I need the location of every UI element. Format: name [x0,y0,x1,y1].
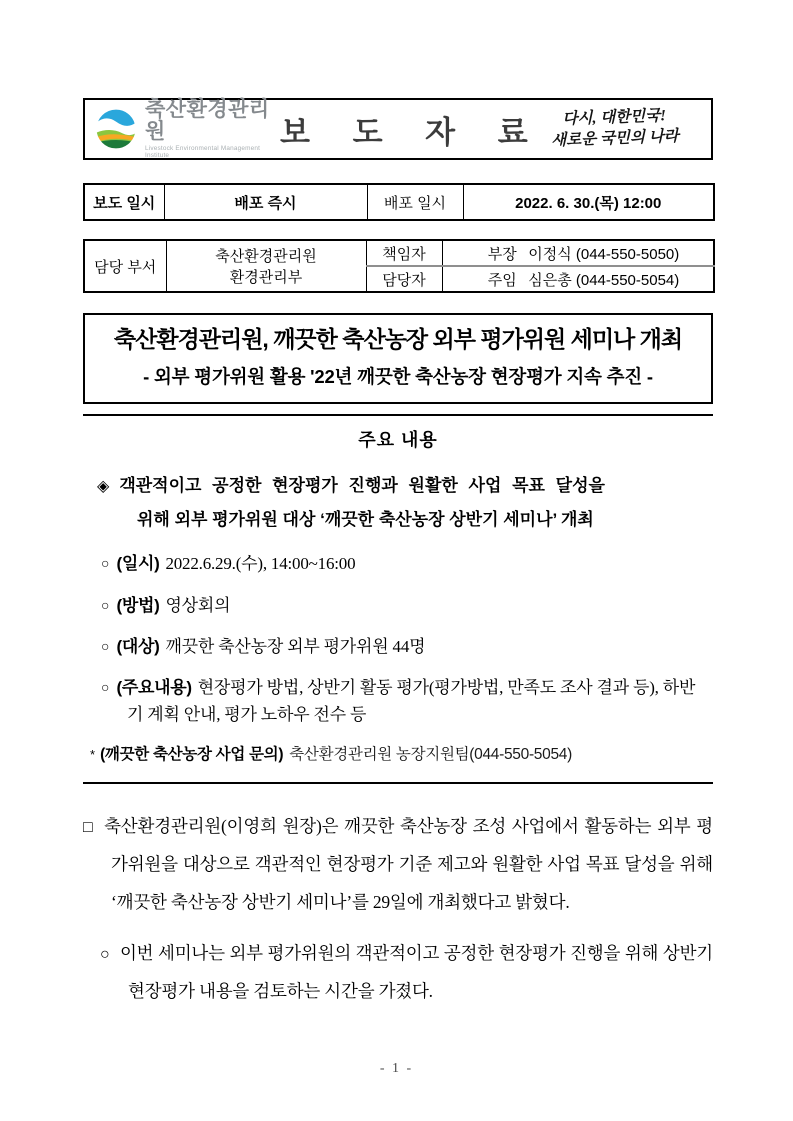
asterisk-marker-icon: * [90,747,96,762]
item-value: 현장평가 방법, 상반기 활동 평가(평가방법, 만족도 조사 결과 등), 하반기 계획 안내, 평가 노하우 전수 등 [127,678,696,724]
summary-item-method [85,593,711,619]
item-value: 깨끗한 축산농장 외부 평가위원 44명 [165,636,426,656]
item-label: (주요내용) [116,678,192,698]
release-date-label: 보도 일시 [84,184,164,220]
summary-lead-line2: 위해 외부 평가위원 대상 ‘깨끗한 축산농장 상반기 세미나’ 개최 [137,510,594,530]
staff-position: 주임 [487,271,517,289]
page-number: - 1 - [379,1061,414,1076]
headline-subtitle: - 외부 평가위원 활용 '22년 깨끗한 축산농장 현장평가 지속 추진 - [143,365,653,387]
department-label: 담당 부서 [84,240,166,292]
circle-bullet-icon: ○ [101,637,110,654]
summary-lead [85,469,711,539]
page-content [83,98,713,1010]
summary-item-datetime [85,551,711,577]
circle-bullet-icon: ○ [100,946,110,964]
inquiry-label: (깨끗한 축산농장 사업 문의) [100,746,284,763]
diamond-bullet-icon: ◈ [97,477,110,495]
paragraph-text: 축산환경관리원(이영희 원장)은 깨끗한 축산농장 조성 사업에서 활동하는 외부 평가위원을 대상으로 객관적인 현장평가 기준 제고와 원활한 사업 목표 달성을 위해 ‘깨끗한 축산농장 상반기 세미나’를 29일에 개최했다고 밝혔다. [104,816,713,912]
manager-contact [442,240,714,266]
item-label: (방법) [116,595,160,615]
org-logo-icon [95,108,137,150]
summary-item-topics [85,675,711,728]
org-logo-text [145,99,280,159]
release-date-value: 배포 즉시 [164,184,367,220]
item-value: 2022.6.29.(수), 14:00~16:00 [165,554,356,574]
summary-item-target [85,634,711,660]
release-info-table [83,183,715,221]
item-label: (대상) [116,636,160,656]
summary-heading: 주요 내용 [358,429,438,450]
org-logo [95,99,280,159]
department-value [166,240,366,292]
slogan-line-1: 다시, 대한민국! [561,107,667,128]
staff-label: 담당자 [366,266,442,292]
contact-table [83,239,715,293]
table-row [84,240,714,266]
item-value: 영상회의 [165,595,231,615]
inquiry-note [85,743,711,766]
square-bullet-icon: □ [83,819,95,837]
table-row [84,184,714,220]
department-team: 환경관리부 [229,269,303,286]
summary-section [83,414,713,785]
distribute-date-label: 배포 일시 [367,184,463,220]
distribute-date-value: 2022. 6. 30.(목) 12:00 [463,184,714,220]
paragraph-text: 이번 세미나는 외부 평가위원의 객관적이고 공정한 현장평가 진행을 위해 상반기 현장평가 내용을 검토하는 시간을 가졌다. [119,943,713,1001]
manager-position: 부장 [487,245,517,263]
headline-box [83,313,713,404]
circle-bullet-icon: ○ [101,596,110,613]
circle-bullet-icon: ○ [101,555,110,572]
manager-label: 책임자 [366,240,442,266]
government-slogan [527,105,702,153]
department-name: 축산환경관리원 [215,248,317,265]
inquiry-value: 축산환경관리원 농장지원팀(044-550-5054) [289,746,572,763]
org-name: 축산환경관리원 [145,97,270,143]
body-paragraph-1 [83,808,713,921]
item-label: (일시) [116,554,160,574]
staff-contact [442,266,714,292]
slogan-line-2: 새로운 국민의 나라 [550,127,679,150]
header-box [83,98,713,160]
body-paragraph-2 [83,935,713,1010]
manager-name-phone: 이정식 (044-550-5050) [528,245,680,263]
staff-name-phone: 심은총 (044-550-5054) [528,271,680,289]
org-name-english: Livestock Environmental Management Institute [145,145,261,160]
headline-title: 축산환경관리원, 깨끗한 축산농장 외부 평가위원 세미나 개최 [113,326,683,352]
document-type-title: 보 도 자 료 [280,114,545,150]
summary-lead-line1: 객관적이고 공정한 현장평가 진행과 원활한 사업 목표 달성을 [119,475,605,495]
circle-bullet-icon: ○ [101,679,110,696]
